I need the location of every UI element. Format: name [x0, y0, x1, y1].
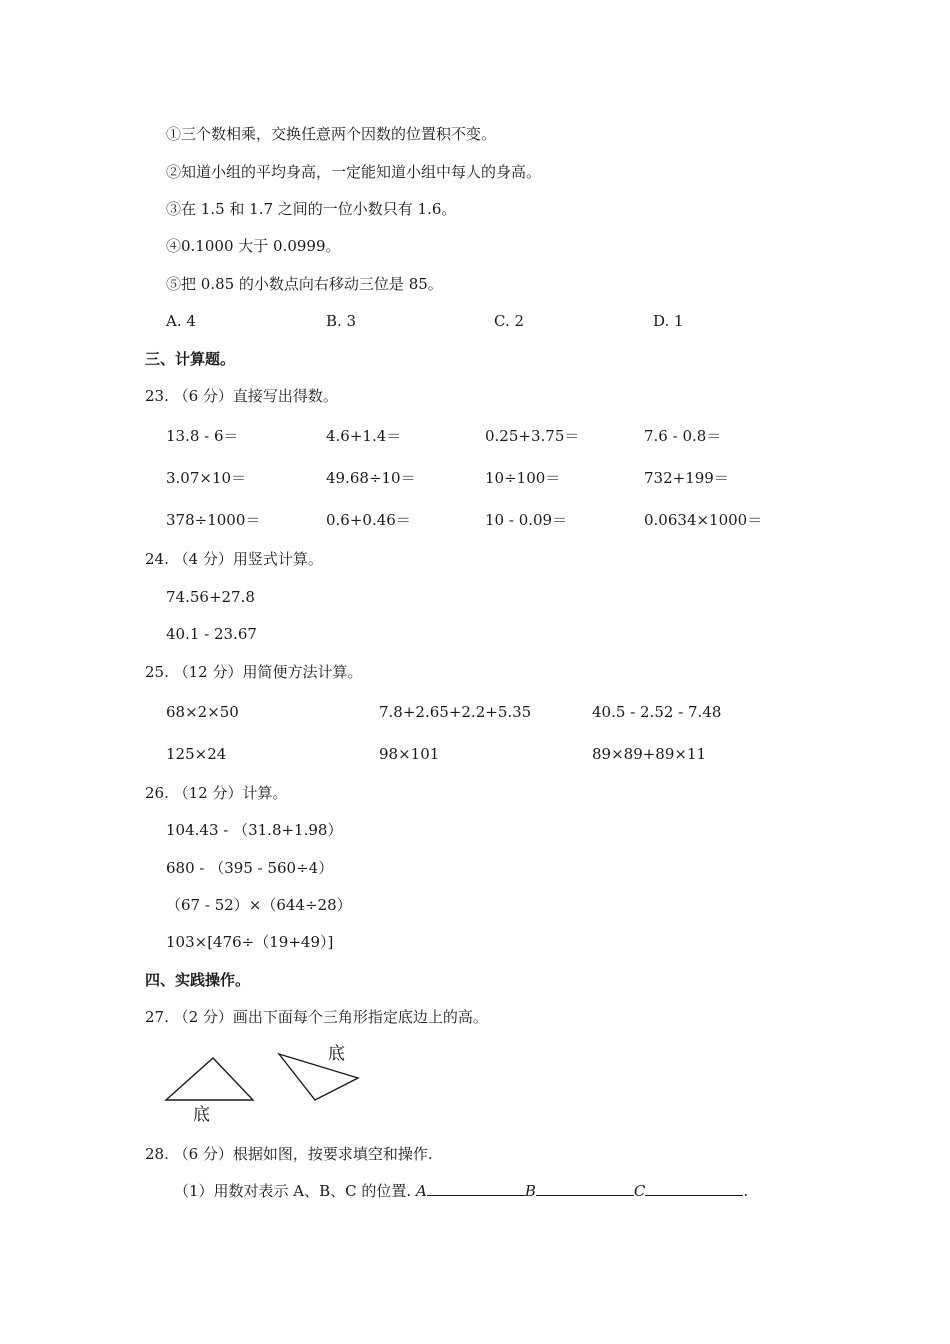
triangle-base-label-right: 底 — [328, 1044, 345, 1064]
section-heading-practice: 四、实践操作。 — [145, 971, 251, 989]
statement-5: ⑤把 0.85 的小数点向右移动三位是 85。 — [166, 275, 443, 293]
q26-title: 26. （12 分）计算。 — [145, 784, 288, 802]
triangle-left — [166, 1058, 253, 1100]
label-b: B — [524, 1182, 536, 1200]
q28-part1 — [174, 1181, 748, 1201]
label-c: C — [633, 1182, 646, 1200]
q25-item: 89×89+89×11 — [592, 745, 707, 763]
statement-1: ①三个数相乘，交换任意两个因数的位置积不变。 — [166, 125, 497, 143]
q23-item: 378÷1000＝ — [166, 511, 261, 529]
q28-part1-text: （1）用数对表示 A、B、C 的位置. — [174, 1182, 412, 1200]
q26-item: 680 - （395 - 560÷4） — [166, 859, 334, 877]
q25-item: 68×2×50 — [166, 703, 239, 721]
q26-item: 103×[476÷（19+49）] — [166, 933, 334, 951]
answer-blank-c[interactable] — [645, 1181, 743, 1196]
q23-item: 4.6+1.4＝ — [326, 427, 402, 445]
q23-item: 3.07×10＝ — [166, 469, 247, 487]
q23-item: 13.8 - 6＝ — [166, 427, 239, 445]
label-a: A — [415, 1182, 427, 1200]
q25-item: 125×24 — [166, 745, 227, 763]
q25-title: 25. （12 分）用简便方法计算。 — [145, 663, 363, 681]
q23-item: 0.25+3.75＝ — [485, 427, 580, 445]
q23-title: 23. （6 分）直接写出得数。 — [145, 387, 338, 405]
end-period: . — [743, 1182, 749, 1200]
q26-item: （67 - 52）×（644÷28） — [166, 896, 352, 914]
q25-item: 98×101 — [379, 745, 440, 763]
answer-blank-a[interactable] — [427, 1181, 525, 1196]
q23-item: 49.68÷10＝ — [326, 469, 416, 487]
section-heading-calc: 三、计算题。 — [145, 350, 236, 368]
q23-item: 732+199＝ — [644, 469, 729, 487]
q24-item: 40.1 - 23.67 — [166, 625, 257, 643]
q28-title: 28. （6 分）根据如图，按要求填空和操作. — [145, 1145, 433, 1163]
option-c: C. 2 — [494, 312, 525, 330]
q23-item: 0.6+0.46＝ — [326, 511, 411, 529]
triangle-base-label-left: 底 — [193, 1105, 210, 1125]
statement-2: ②知道小组的平均身高，一定能知道小组中每人的身高。 — [166, 163, 542, 181]
option-d: D. 1 — [653, 312, 684, 330]
q23-item: 10÷100＝ — [485, 469, 561, 487]
q24-item: 74.56+27.8 — [166, 588, 255, 606]
option-a: A. 4 — [166, 312, 196, 330]
q24-title: 24. （4 分）用竖式计算。 — [145, 550, 323, 568]
option-b: B. 3 — [326, 312, 357, 330]
q25-item: 40.5 - 2.52 - 7.48 — [592, 703, 722, 721]
q23-item: 0.0634×1000＝ — [644, 511, 763, 529]
q27-title: 27. （2 分）画出下面每个三角形指定底边上的高。 — [145, 1008, 488, 1026]
statement-4: ④0.1000 大于 0.0999。 — [166, 237, 341, 255]
q23-item: 7.6 - 0.8＝ — [644, 427, 722, 445]
q23-item: 10 - 0.09＝ — [485, 511, 568, 529]
q25-item: 7.8+2.65+2.2+5.35 — [379, 703, 532, 721]
statement-3: ③在 1.5 和 1.7 之间的一位小数只有 1.6。 — [166, 200, 457, 218]
triangle-right — [279, 1054, 358, 1100]
q26-item: 104.43 - （31.8+1.98） — [166, 821, 343, 839]
answer-blank-b[interactable] — [536, 1181, 634, 1196]
